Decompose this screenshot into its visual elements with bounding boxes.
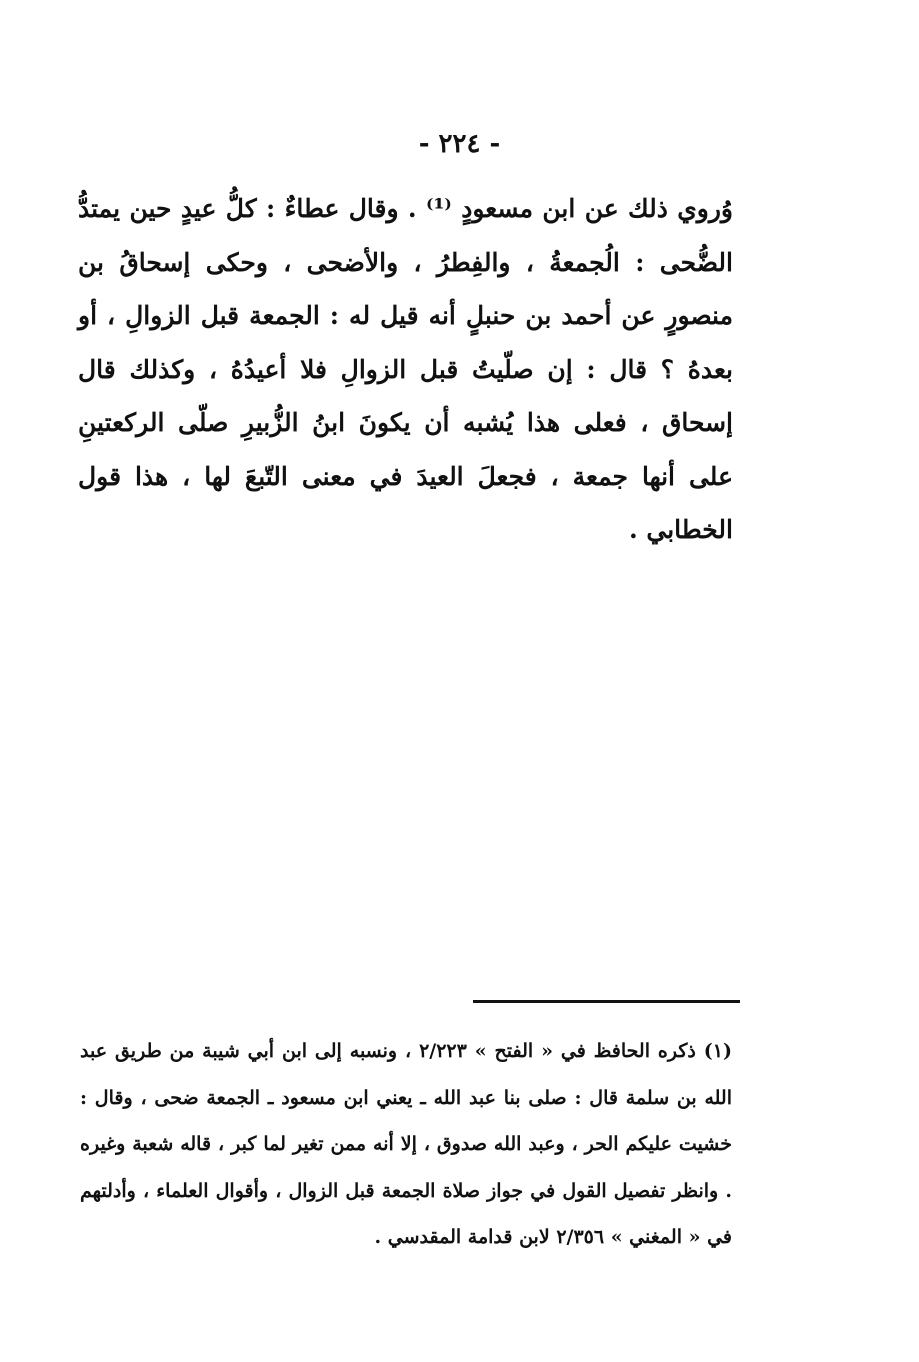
main-text: [78, 182, 733, 557]
footnote: [80, 1028, 732, 1261]
page-number: - ٢٢٤ -: [418, 129, 501, 159]
main-paragraph: وُروي ذلك عن ابن مسعودٍ ⁽¹⁾ . وقال عطاءٌ : كلُّ عيدٍ حين يمتدُّ الضُّحى : الُجمعةُ ، والفِطرُ ، والأضحى ، وحكى إسحاقُ بن منصورٍ عن أحمد بن حنبلٍ أنه قيل له : الجمعة قبل الزوالِ ، أو بعدهُ ؟ قال : إن صلّيتُ قبل الزوالِ فلا أعيدُهُ ، وكذلك قال إسحاق ، فعلى هذا يُشبه أن يكونَ ابنُ الزُّبيرِ صلّى الركعتينِ على أنها جمعة ، فجعلَ العيدَ في معنى التّبعَ لها ، هذا قول الخطابي .: [78, 194, 733, 544]
footnote-divider: [473, 1000, 740, 1003]
footnote-text: (١) ذكره الحافظ في « الفتح » ٢/٢٢٣ ، ونسبه إلى ابن أبي شيبة من طريق عبد الله بن سلمة قال : صلى بنا عبد الله ـ يعني ابن مسعود ـ الجمعة ضحى ، وقال : خشيت عليكم الحر ، وعبد الله صدوق ، إلا أنه ممن تغير لما كبر ، قاله شعبة وغيره . وانظر تفصيل القول في جواز صلاة الجمعة قبل الزوال ، وأقوال العلماء ، وأدلتهم في « المغني » ٢/٣٥٦ لابن قدامة المقدسي .: [80, 1040, 732, 1248]
